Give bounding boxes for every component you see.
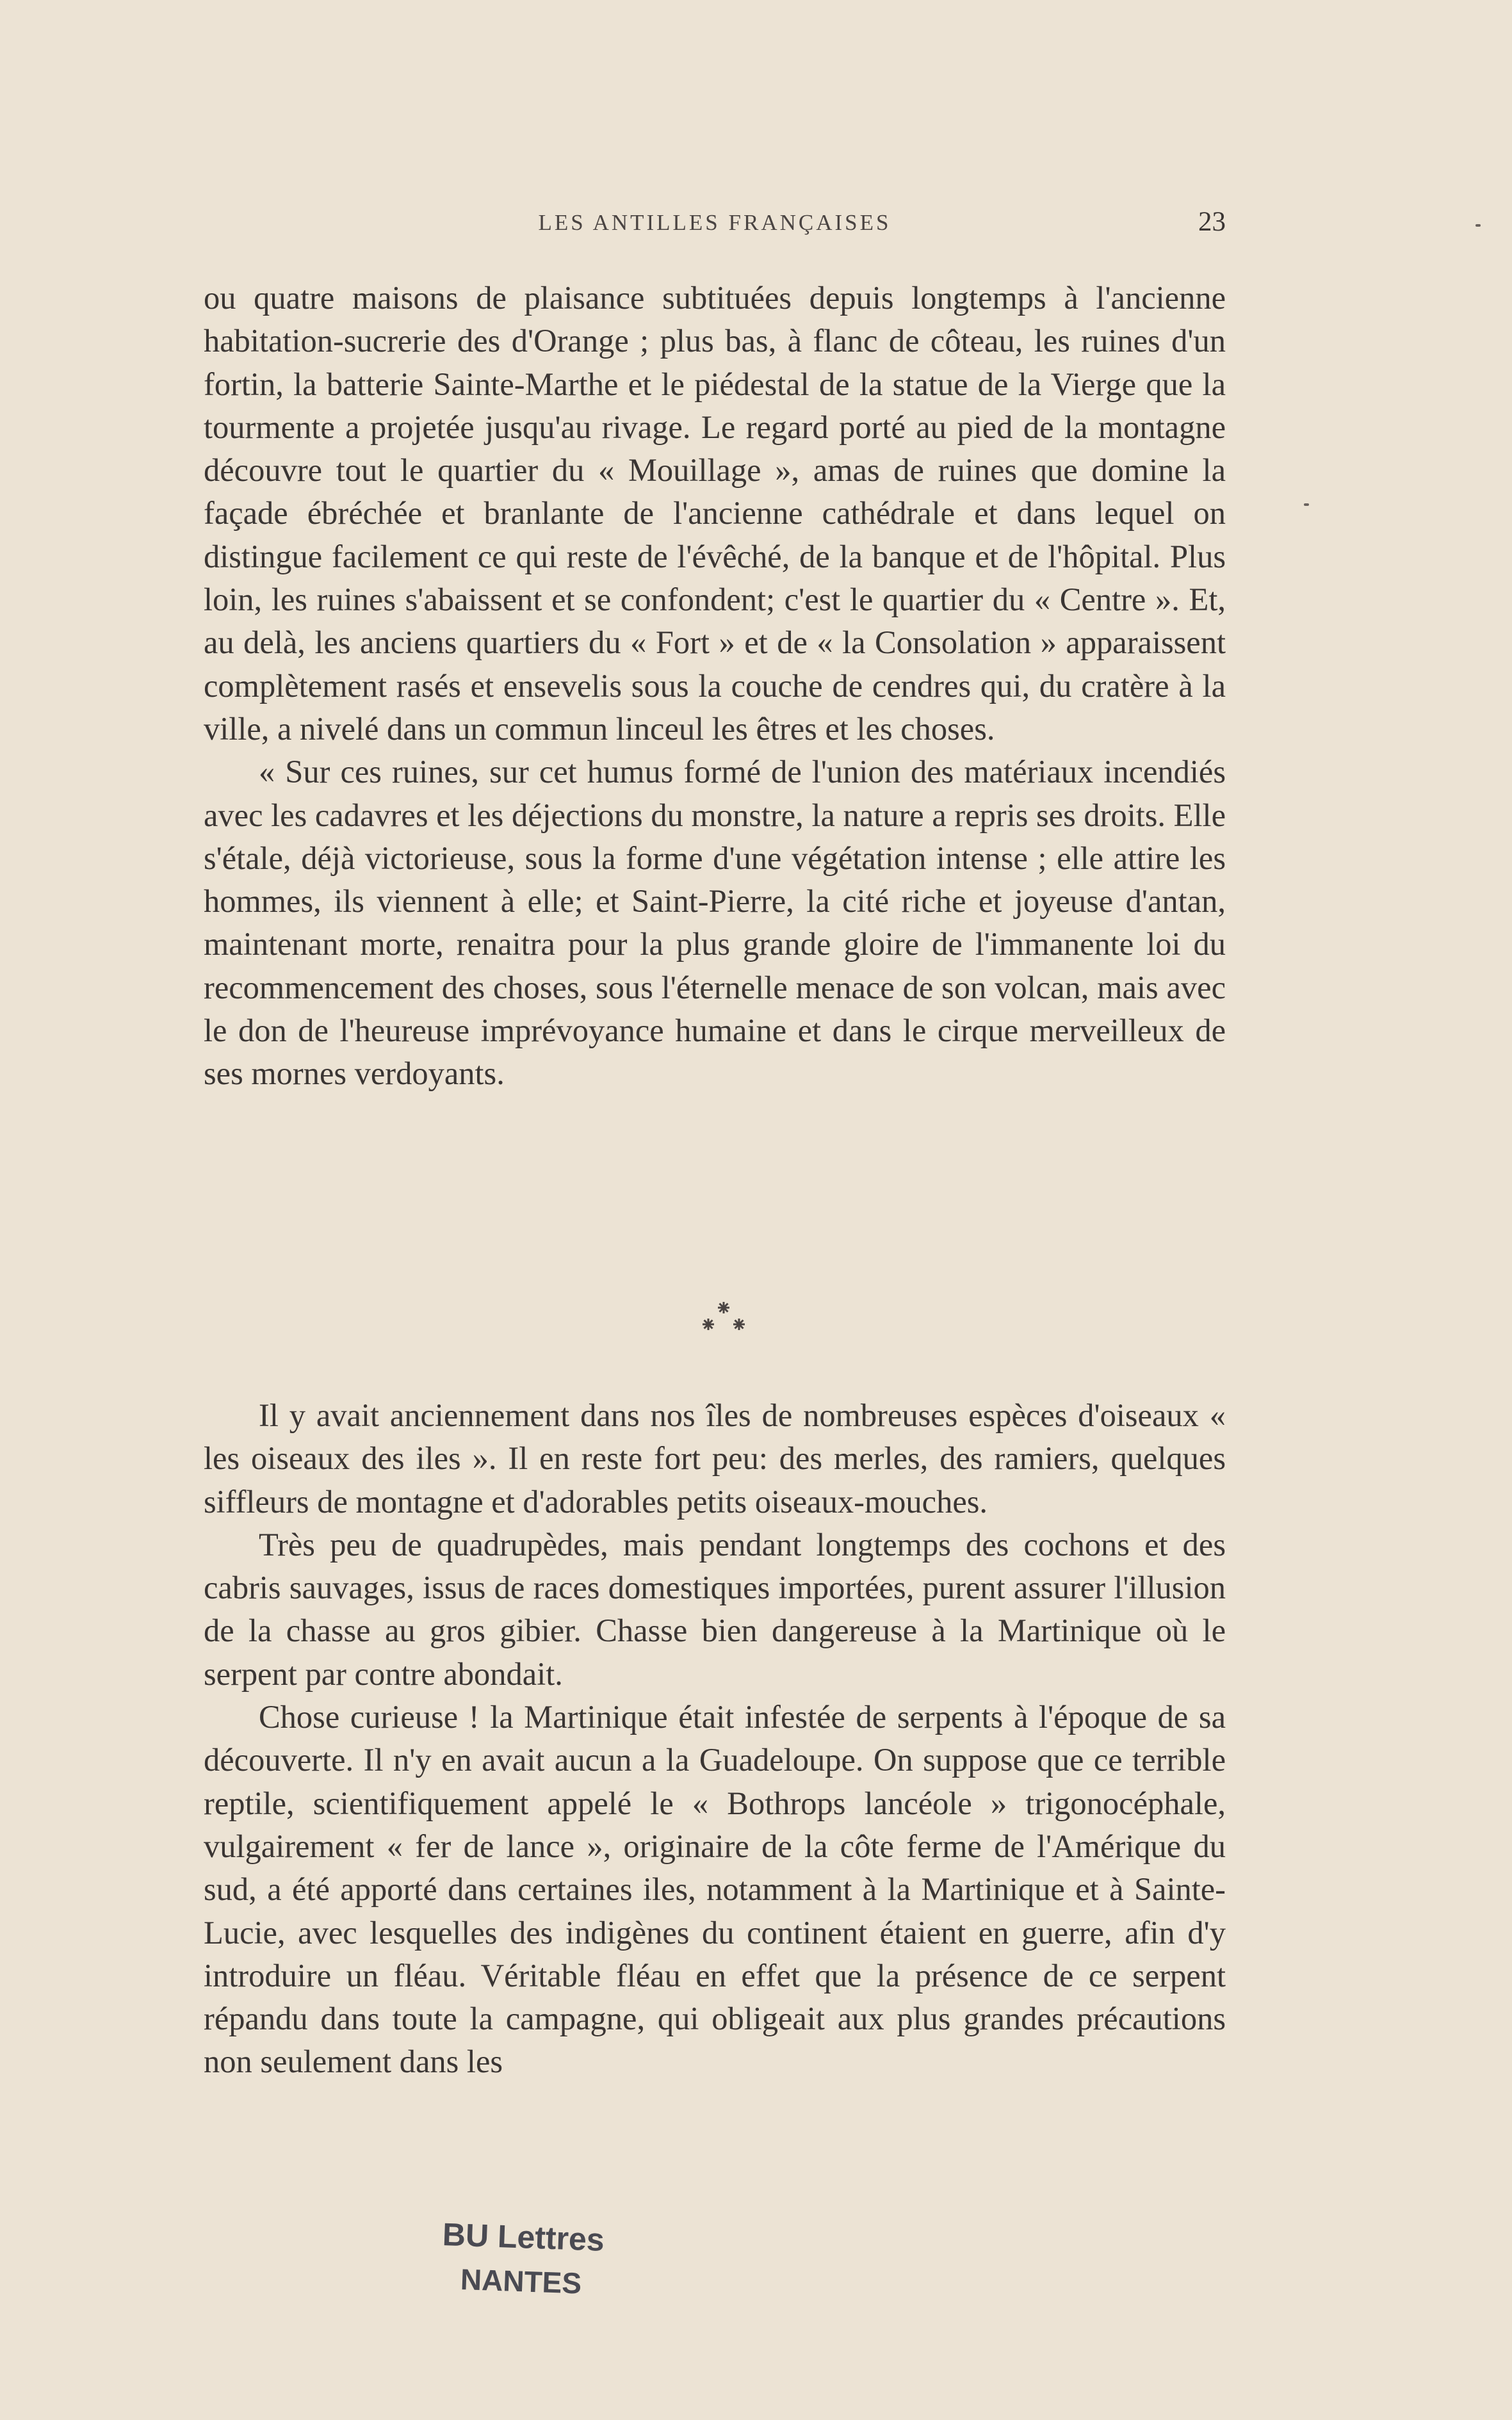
paragraph: Il y avait anciennement dans nos îles de nombreuses espèces d'oiseaux « les oiseaux des iles ». Il en reste fort peu: des merles, des ramiers, quelques siffleurs de montagne et d'adorables petits oiseaux-mouches. <box>204 1397 1226 1520</box>
margin-speck <box>1304 503 1309 506</box>
stamp-line-1: BU Lettres <box>442 2216 605 2258</box>
text-block-lower <box>204 1394 1226 2084</box>
page-header <box>204 206 1226 245</box>
stamp-line-2: NANTES <box>460 2262 582 2300</box>
text-block-upper <box>204 277 1226 1096</box>
library-stamp <box>435 2216 640 2331</box>
running-title: LES ANTILLES FRANÇAISES <box>538 210 891 235</box>
page-number: 23 <box>1198 207 1226 237</box>
paragraph: Très peu de quadrupèdes, mais pendant longtemps des cochons et des cabris sauvages, issus de races domestiques importées, purent assurer l'illusion de la chasse au gros gibier. Chasse bien dangereuse à la Martinique où le serpent par contre abondait. <box>204 1526 1226 1692</box>
margin-speck <box>1475 224 1481 227</box>
asterism-separator-icon <box>666 1287 781 1345</box>
paragraph: ou quatre maisons de plaisance subtituées depuis longtemps à l'ancienne habitation-sucrerie des d'Orange ; plus bas, à flanc de côteau, les ruines d'un fortin, la batterie Sainte-Marthe et le piédestal de la statue de la Vierge que la tourmente a projetée jusqu'au rivage. Le regard porté au pied de la montagne découvre tout le quartier du « Mouillage », amas de ruines que domine la façade ébréchée et branlante de l'ancienne cathédrale et dans lequel on distingue facilement ce qui reste de l'évêché, de la banque et de l'hôpital. Plus loin, les ruines s'abaissent et se confondent; c'est le quartier du « Centre ». Et, au delà, les anciens quartiers du « Fort » et de « la Consolation » apparaissent complètement rasés et ensevelis sous la couche de cendres qui, du cratère à la ville, a nivelé dans un commun linceul les êtres et les choses. <box>204 280 1226 747</box>
paragraph: « Sur ces ruines, sur cet humus formé de l'union des matériaux incendiés avec les cadavres et les déjections du monstre, la nature a repris ses droits. Elle s'étale, déjà victorieuse, sous la forme d'une végétation intense ; elle attire les hommes, ils viennent à elle; et Saint-Pierre, la cité riche et joyeuse d'antan, maintenant morte, renaitra pour la plus grande gloire de l'immanente loi du recommencement des choses, sous l'éternelle menace de son volcan, mais avec le don de l'heureuse imprévoyance humaine et dans le cirque merveilleux de ses mornes verdoyants. <box>204 754 1226 1092</box>
paragraph: Chose curieuse ! la Martinique était infestée de serpents à l'époque de sa découverte. Il n'y en avait aucun a la Guadeloupe. On suppose que ce terrible reptile, scientifiquement appelé le « Bothrops lancéole » trigonocéphale, vulgairement « fer de lance », originaire de la côte ferme de l'Amérique du sud, a été apporté dans certaines iles, notamment à la Martinique et à Sainte-Lucie, avec lesquelles des indigènes du continent étaient en guerre, afin d'y introduire un fléau. Véritable fléau en effet que la présence de ce serpent répandu dans toute la campagne, qui obligeait aux plus grandes précautions non seulement dans les <box>204 1699 1226 2080</box>
